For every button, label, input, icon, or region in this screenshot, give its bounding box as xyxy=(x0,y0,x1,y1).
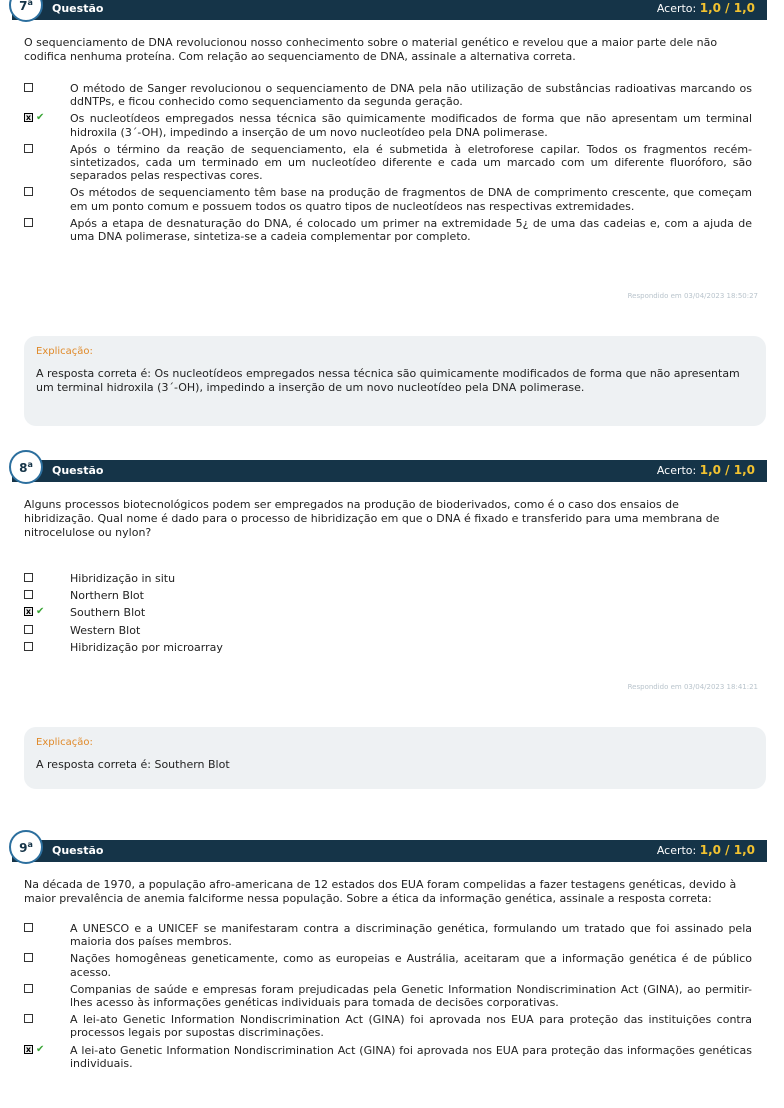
question-header xyxy=(12,0,767,20)
question-label: Questão xyxy=(52,844,104,857)
options-list xyxy=(24,82,752,247)
explanation-title: Explicação: xyxy=(36,737,93,748)
option[interactable]: x ✔ A lei-ato Genetic Information Nondiscrimination Act (GINA) foi aprovada nos EUA para proteção das informações genéticas individuais. xyxy=(25,1043,752,1070)
check-icon: ✔ xyxy=(36,606,45,618)
answered-timestamp: Respondido em 03/04/2023 18:41:21 xyxy=(627,683,758,691)
question-label: Questão xyxy=(52,2,104,15)
checkbox-checked[interactable]: x xyxy=(25,1044,32,1054)
score-value: 1,0 / 1,0 xyxy=(699,463,755,477)
checkbox-checked[interactable]: x xyxy=(25,607,32,617)
score: Acerto: 1,0 / 1,0 xyxy=(656,1,755,15)
explanation-text: A resposta correta é: Os nucleotídeos empregados nessa técnica são quimicamente modificados de forma que não apresentam um terminal hidroxila (3´-OH), impedindo a inserção de um novo nucleotídeo pela DNA polimerase. xyxy=(36,367,740,394)
question-header xyxy=(12,840,767,862)
option[interactable]: Western Blot xyxy=(24,624,752,637)
checkbox[interactable] xyxy=(24,187,33,196)
option[interactable]: Hibridização in situ xyxy=(24,572,752,585)
explanation-title: Explicação: xyxy=(36,346,93,357)
checkbox[interactable] xyxy=(24,953,33,962)
option[interactable]: Northern Blot xyxy=(24,589,752,602)
question-number-badge: 8$^a$ xyxy=(9,450,43,484)
score-value: 1,0 / 1,0 xyxy=(699,843,755,857)
option[interactable]: Hibridização por microarray xyxy=(24,641,752,654)
checkbox[interactable] xyxy=(24,218,33,227)
explanation-box xyxy=(24,336,766,426)
option[interactable]: A lei-ato Genetic Information Nondiscrimination Act (GINA) foi aprovada nos EUA para proteção das instituições contra processos legais por supostas discriminações. xyxy=(24,1013,752,1039)
options-list xyxy=(24,922,752,1074)
options-list xyxy=(24,572,752,658)
question-stem: Na década de 1970, a população afro-americana de 12 estados dos EUA foram compelidas a fazer testagens genéticas, devido à maior prevalência de anemia falciforme nessa população. Sobre a ética da informação genética, assinale a resposta correta: xyxy=(24,878,737,905)
question-stem: Alguns processos biotecnológicos podem ser empregados na produção de bioderivados, como é o caso dos ensaios de hibridização. Qual nome é dado para o processo de hibridização em que o DNA é fixado e transferido para uma membrana de nitrocelulose ou nylon? xyxy=(24,498,720,539)
score: Acerto: 1,0 / 1,0 xyxy=(656,843,755,857)
option[interactable]: Os métodos de sequenciamento têm base na produção de fragmentos de DNA de comprimento crescente, que começam em um ponto comum e possuem todos os quatro tipos de nucleotídeos nas respectivas extremidades. xyxy=(24,186,752,212)
checkbox-checked[interactable]: x xyxy=(25,113,32,123)
option[interactable]: O método de Sanger revolucionou o sequenciamento de DNA pela não utilização de substâncias radioativas marcando os ddNTPs, e ficou conhecido como sequenciamento da segunda geração. xyxy=(24,82,752,108)
question-label: Questão xyxy=(52,464,104,477)
option[interactable]: Após a etapa de desnaturação do DNA, é colocado um primer na extremidade 5¿ de uma das cadeias e, com a ajuda de uma DNA polimerase, sintetiza-se a cadeia complementar por completo. xyxy=(24,217,752,243)
checkbox[interactable] xyxy=(24,642,33,651)
option[interactable]: Companias de saúde e empresas foram prejudicadas pela Genetic Information Nondiscrimination Act (GINA), ao permitir-lhes acesso às informações genéticas individuais para tomada de decisões corporativas. xyxy=(24,983,752,1009)
option[interactable]: x ✔ Southern Blot xyxy=(25,606,146,620)
question-number-badge: 7$^a$ xyxy=(9,0,43,22)
checkbox[interactable] xyxy=(24,590,33,599)
checkbox[interactable] xyxy=(24,573,33,582)
question-stem: O sequenciamento de DNA revolucionou nosso conhecimento sobre o material genético e revelou que a maior parte dele não codifica nenhuma proteína. Com relação ao sequenciamento de DNA, assinale a alternativa correta. xyxy=(24,36,718,63)
score: Acerto: 1,0 / 1,0 xyxy=(656,463,755,477)
option[interactable]: Após o término da reação de sequenciamento, ela é submetida à eletroforese capilar. Todos os fragmentos recém-sintetizados, cada um terminado em um nucleotídeo diferente e cada um marcado com um diferente fluoróforo, são separados pelas respectivas cores. xyxy=(24,143,752,183)
option[interactable]: A UNESCO e a UNICEF se manifestaram contra a discriminação genética, formulando um tratado que foi assinado pela maioria dos países membros. xyxy=(24,922,752,948)
check-icon: ✔ xyxy=(36,112,45,124)
check-icon: ✔ xyxy=(36,1043,45,1055)
option[interactable]: x ✔ Os nucleotídeos empregados nessa técnica são quimicamente modificados de forma que não apresentam um terminal hidroxila (3´-OH), impedindo a inserção de um novo nucleotídeo pela DNA polimerase. xyxy=(25,112,752,139)
question-header xyxy=(12,460,767,482)
score-value: 1,0 / 1,0 xyxy=(699,1,755,15)
checkbox[interactable] xyxy=(24,144,33,153)
explanation-text: A resposta correta é: Southern Blot xyxy=(36,758,230,771)
checkbox[interactable] xyxy=(24,625,33,634)
checkbox[interactable] xyxy=(24,923,33,932)
checkbox[interactable] xyxy=(24,83,33,92)
question-number-badge: 9$^a$ xyxy=(9,830,43,864)
option[interactable]: Nações homogêneas geneticamente, como as europeias e Austrália, aceitaram que a informação genética é de público acesso. xyxy=(24,952,752,978)
answered-timestamp: Respondido em 03/04/2023 18:50:27 xyxy=(627,292,758,300)
checkbox[interactable] xyxy=(24,1014,33,1023)
explanation-box xyxy=(24,727,766,789)
checkbox[interactable] xyxy=(24,984,33,993)
